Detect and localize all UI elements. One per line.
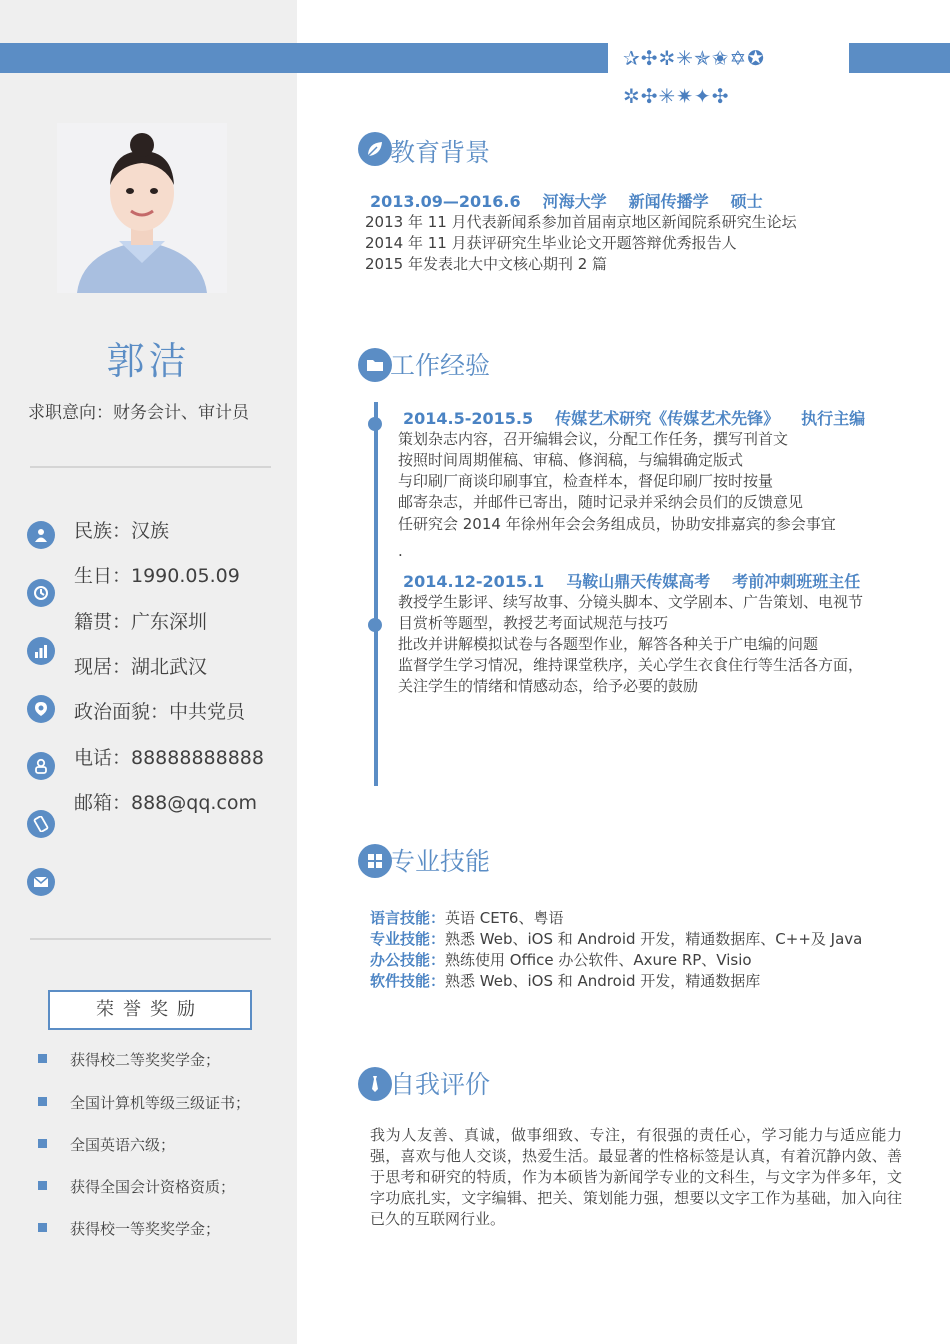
skill-value: 熟悉 Web、iOS 和 Android 开发，精通数据库 xyxy=(445,972,761,990)
info-ethnicity: 民族：汉族 xyxy=(74,520,170,542)
info-political-status: 政治面貌：中共党员 xyxy=(74,701,246,723)
profile-name: 郭洁 xyxy=(106,339,191,383)
windows-grid-icon xyxy=(358,844,392,878)
tie-icon xyxy=(358,1067,392,1101)
job-line: 监督学生学习情况，维持课堂秩序，关心学生衣食住行等生活各方面， xyxy=(398,656,864,674)
profile-photo xyxy=(57,123,227,293)
self-eval-text: 我为人友善、真诚，做事细致、专注，有很强的责任心，学习能力与适应能力强，喜欢与他人交谈，热爱生活。最显著的性格标签是认真，有着沉静内敛、善于思考和研究的特质，作为本硕皆为新闻学专业的文科生，与文字为伴多年，文字功底扎实，文字编辑、把关、策划能力强，想要以文字工作为基础，加入向往已久的互联网行业。 xyxy=(370,1126,902,1228)
header-bar-left xyxy=(0,43,608,73)
honor-bullet xyxy=(38,1223,47,1232)
job-header xyxy=(403,406,887,429)
mail-icon xyxy=(27,868,55,896)
skill-label: 专业技能： xyxy=(370,930,446,948)
job-role: 考前冲刺班班主任 xyxy=(732,572,861,591)
skill-value: 熟练使用 Office 办公软件、Axure RP、Visio xyxy=(445,951,752,969)
skill-value: 英语 CET6、粤语 xyxy=(445,909,564,927)
skill-line xyxy=(370,907,563,928)
skill-line xyxy=(370,949,752,970)
clock-icon xyxy=(27,579,55,607)
honor-bullet xyxy=(38,1181,47,1190)
education-degree: 硕士 xyxy=(730,192,763,211)
timeline-dot xyxy=(368,618,382,632)
education-line: 2013 年 11 月代表新闻系参加首届南京地区新闻院系研究生论坛 xyxy=(365,213,797,231)
skills-title: 专业技能 xyxy=(390,847,491,876)
job-header xyxy=(403,569,882,592)
self-eval-title: 自我评价 xyxy=(390,1070,491,1099)
job-line: 教授学生影评、续写故事、分镜头脚本、文学剧本、广告策划、电视节 xyxy=(398,593,864,611)
education-major: 新闻传播学 xyxy=(628,192,709,211)
education-line: 2014 年 11 月获评研究生毕业论文开题答辩优秀报告人 xyxy=(365,234,737,252)
job-company: 马鞍山鼎天传媒高考 xyxy=(566,572,711,591)
chart-icon xyxy=(27,637,55,665)
skill-label: 软件技能： xyxy=(370,972,446,990)
user-icon xyxy=(27,521,55,549)
folder-icon xyxy=(358,348,392,382)
job-period: 2014.5-2015.5 xyxy=(403,409,534,428)
honor-bullet xyxy=(38,1139,47,1148)
job-line: 邮寄杂志，并邮件已寄出，随时记录并采纳会员们的反馈意见 xyxy=(398,493,804,511)
job-line: 按照时间周期催稿、审稿、修润稿，与编辑确定版式 xyxy=(398,451,744,469)
education-line: 2015 年发表北大中文核心期刊 2 篇 xyxy=(365,255,608,273)
info-residence: 现居：湖北武汉 xyxy=(74,656,208,678)
info-hometown: 籍贯：广东深圳 xyxy=(74,611,208,633)
honor-item: 获得全国会计资格资质； xyxy=(70,1178,236,1196)
decor-stars-row-2: ✲✣✳✷✦✣ xyxy=(623,84,730,108)
education-title: 教育背景 xyxy=(390,138,491,167)
job-line: 批改并讲解模拟试卷与各题型作业，解答各种关于广电编的问题 xyxy=(398,635,819,653)
job-line: 策划杂志内容，召开编辑会议，分配工作任务，撰写刊首文 xyxy=(398,430,789,448)
work-timeline xyxy=(374,402,378,786)
education-header xyxy=(370,189,785,212)
job-role: 执行主编 xyxy=(801,409,866,428)
skill-label: 办公技能： xyxy=(370,951,446,969)
job-line: 关注学生的情绪和情感动态，给予必要的鼓励 xyxy=(398,677,699,695)
job-line: 任研究会 2014 年徐州年会会务组成员，协助安排嘉宾的参会事宜 xyxy=(398,515,836,533)
work-title: 工作经验 xyxy=(390,351,491,380)
leaf-icon xyxy=(358,132,392,166)
decor-stars-row-1: ✰✣✲✳✯✬✡✪ xyxy=(623,46,766,70)
skill-value: 熟悉 Web、iOS 和 Android 开发，精通数据库、C++及 Java xyxy=(445,930,863,948)
education-period: 2013.09—2016.6 xyxy=(370,192,521,211)
honor-bullet xyxy=(38,1054,47,1063)
job-line: 与印刷厂商谈印刷事宜，检查样本，督促印刷厂按时按量 xyxy=(398,472,774,490)
honor-bullet xyxy=(38,1097,47,1106)
sidebar-divider-top xyxy=(30,466,271,468)
skill-line xyxy=(370,970,760,991)
person-icon xyxy=(27,752,55,780)
header-bar-right xyxy=(849,43,950,73)
honor-item: 全国英语六级； xyxy=(70,1136,176,1154)
info-phone: 电话：88888888888 xyxy=(74,747,264,769)
timeline-dot xyxy=(368,417,382,431)
education-school: 河海大学 xyxy=(542,192,607,211)
location-pin-icon xyxy=(27,695,55,723)
sidebar-divider-bottom xyxy=(30,938,271,940)
job-line: 目赏析等题型，教授艺考面试规范与技巧 xyxy=(398,614,669,632)
honor-item: 获得校一等奖奖学金； xyxy=(70,1220,221,1238)
job-period: 2014.12-2015.1 xyxy=(403,572,545,591)
honor-item: 全国计算机等级三级证书； xyxy=(70,1094,251,1112)
job-company: 传媒艺术研究《传媒艺术先锋》 xyxy=(555,409,780,428)
honors-title: 荣誉奖励 xyxy=(48,990,252,1030)
job-intent: 求职意向：财务会计、审计员 xyxy=(28,403,249,423)
honor-item: 获得校二等奖奖学金； xyxy=(70,1051,221,1069)
skill-label: 语言技能： xyxy=(370,909,446,927)
job-separator: . xyxy=(398,542,403,560)
phone-icon xyxy=(27,810,55,838)
skill-line xyxy=(370,928,862,949)
info-email: 邮箱：888@qq.com xyxy=(74,792,258,814)
info-birthday: 生日：1990.05.09 xyxy=(74,565,240,587)
